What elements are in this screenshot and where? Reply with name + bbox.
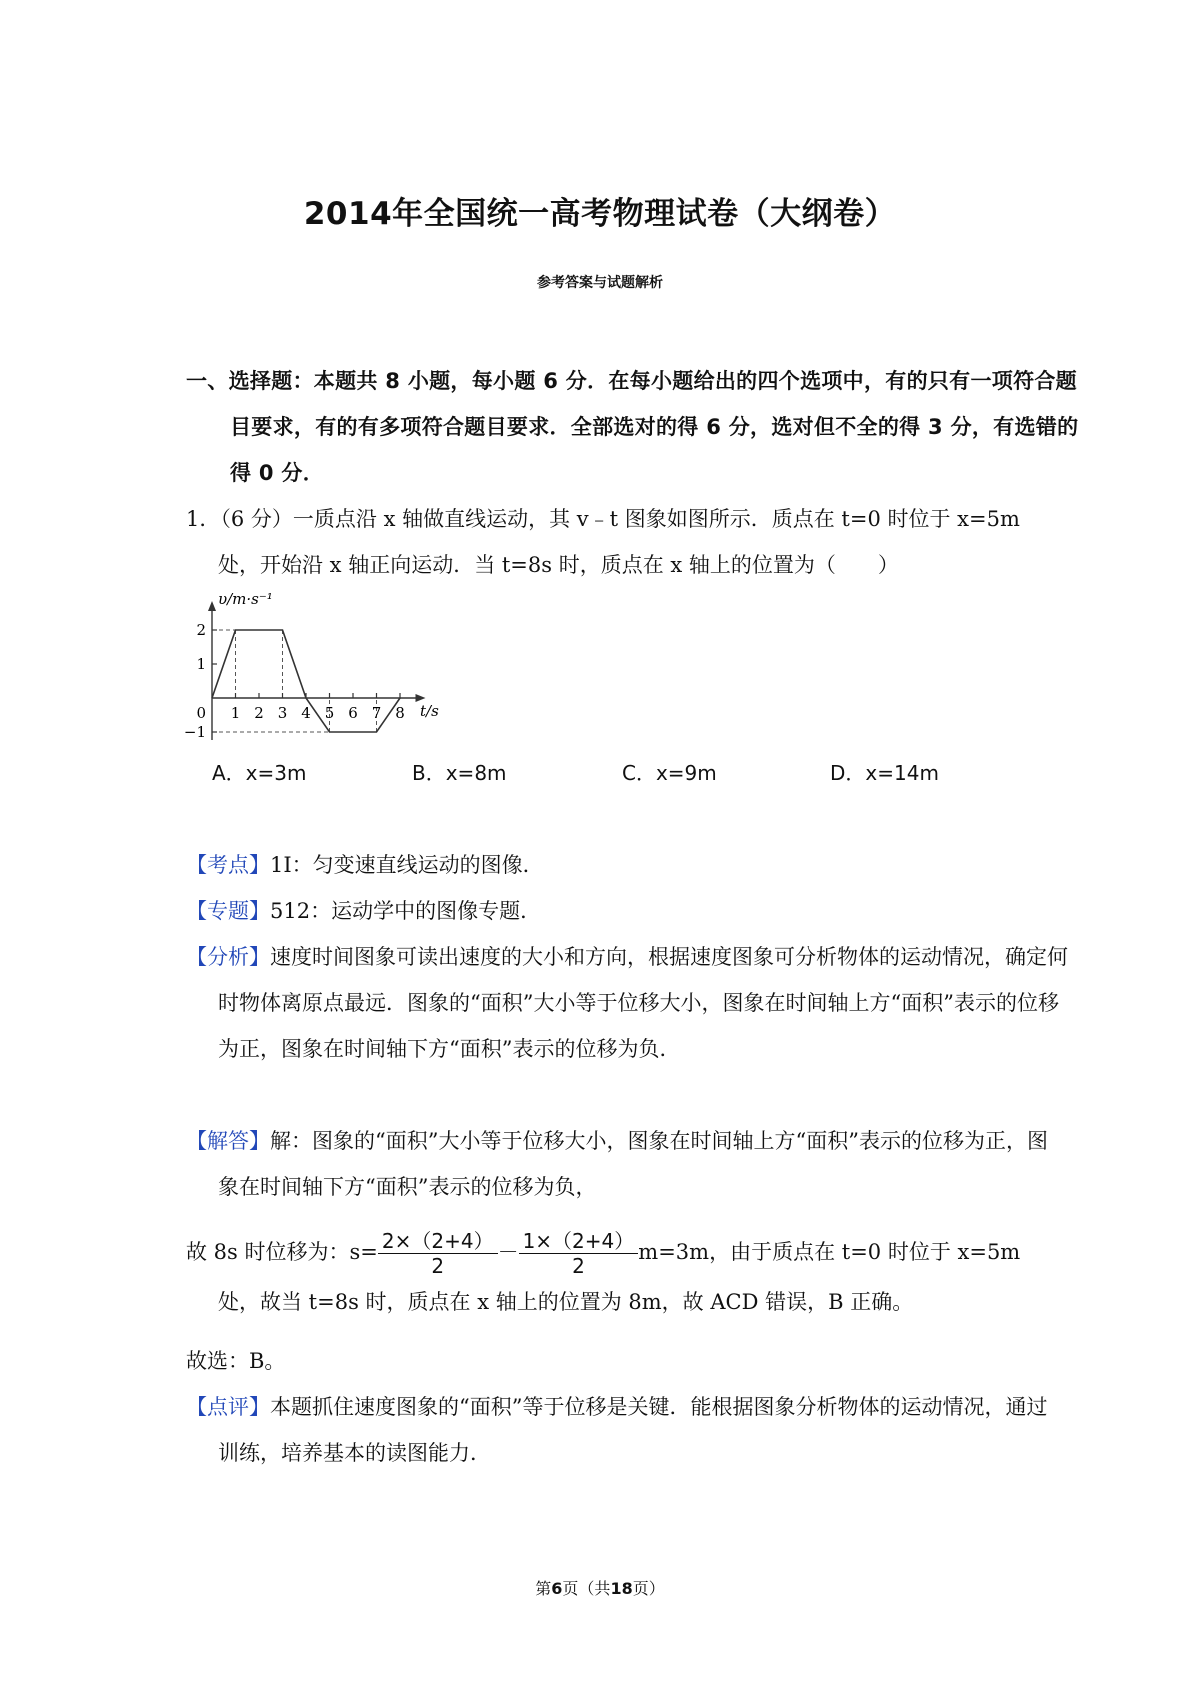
fraction-1-denominator: 2 — [431, 1254, 445, 1278]
kaodian-line — [186, 842, 1068, 888]
y-axis-label: υ/m·s⁻¹ — [218, 590, 273, 608]
x-tick-label: 4 — [301, 704, 311, 722]
fraction-2 — [519, 1229, 639, 1278]
question-text: 1．（6 分）一质点沿 x 轴做直线运动，其 v﹣t 图象如图所示．质点在 t=0 时位于 x=5m 处，开始沿 x 轴正向运动．当 t=8s 时，质点在 x 轴上的位置为（ ） — [186, 507, 1020, 577]
formula-result: m=3m — [638, 1240, 710, 1264]
x-tick-label: 8 — [395, 704, 405, 722]
dianping-paragraph — [186, 1384, 1068, 1476]
fenxi-text: 速度时间图象可读出速度的大小和方向，根据速度图象可分析物体的运动情况，确定何时物体离原点最远．图象的“面积”大小等于位移大小，图象在时间轴上方“面积”表示的位移为正，图象在时间轴下方“面积”表示的位移为负． — [218, 945, 1068, 1061]
fraction-2-denominator: 2 — [572, 1254, 585, 1278]
x-tick-label: 5 — [324, 704, 335, 722]
y-tick-label: 2 — [196, 621, 206, 639]
y-tick-label: 0 — [196, 704, 206, 722]
answer-line: 故选：B。 — [186, 1349, 286, 1373]
jieda-tag: 【解答】 — [186, 1129, 270, 1153]
minus-sign: － — [497, 1240, 519, 1264]
fraction-1 — [378, 1229, 498, 1278]
page-footer — [0, 1576, 1200, 1599]
footer-mid: 页（共 — [562, 1579, 611, 1598]
x-axis-arrow — [416, 694, 426, 702]
footer-total-pages: 18 — [610, 1579, 633, 1598]
footer-pre: 第 — [535, 1579, 552, 1598]
zhuanti-tag: 【专题】 — [186, 899, 270, 923]
kaodian-tag: 【考点】 — [186, 853, 270, 877]
dianping-tag: 【点评】 — [186, 1395, 270, 1419]
x-axis-label: t/s — [420, 702, 439, 720]
option-c: C．x=9m — [622, 761, 717, 785]
x-tick-label: 6 — [348, 704, 358, 722]
option-d: D．x=14m — [830, 761, 939, 785]
jieda-paragraph — [186, 1118, 1068, 1210]
option-b: B．x=8m — [412, 761, 507, 785]
formula-suffix: ，由于质点在 t=0 时位于 x=5m 处，故当 t=8s 时，质点在 x 轴上的位置为 8m，故 ACD 错误，B 正确。 — [218, 1240, 1021, 1314]
formula-paragraph — [186, 1228, 1068, 1326]
jieda-text: 解：图象的“面积”大小等于位移大小，图象在时间轴上方“面积”表示的位移为正，图象在时间轴下方“面积”表示的位移为负， — [218, 1129, 1048, 1199]
chart-axes — [208, 601, 426, 740]
zhuanti-line — [186, 888, 1068, 934]
chart-ticks — [184, 621, 405, 741]
fenxi-paragraph — [186, 934, 1068, 1072]
x-tick-label: 2 — [254, 704, 264, 722]
zhuanti-text: 512：运动学中的图像专题． — [270, 899, 542, 923]
fenxi-tag: 【分析】 — [186, 945, 270, 969]
footer-page-number: 6 — [551, 1579, 563, 1598]
vt-chart — [180, 588, 450, 746]
x-tick-label: 1 — [230, 704, 241, 722]
formula-prefix: 故 8s 时位移为：s= — [186, 1240, 378, 1264]
option-a: A．x=3m — [212, 761, 307, 785]
y-tick-label: 1 — [196, 655, 206, 673]
x-tick-label: 7 — [371, 704, 382, 722]
x-tick-label: 3 — [277, 704, 288, 722]
kaodian-text: 1I：匀变速直线运动的图像． — [270, 853, 544, 877]
section-heading: 一、选择题：本题共 8 小题，每小题 6 分．在每小题给出的四个选项中，有的只有一项符合题目要求，有的有多项符合题目要求．全部选对的得 6 分，选对但不全的得 3 分，有选错的得 0 分． — [186, 369, 1079, 485]
page-subtitle: 参考答案与试题解析 — [537, 275, 663, 291]
dianping-text: 本题抓住速度图象的“面积”等于位移是关键．能根据图象分析物体的运动情况，通过训练，培养基本的读图能力． — [218, 1395, 1048, 1465]
page-title: 2014年全国统一高考物理试卷（大纲卷） — [303, 196, 897, 232]
footer-post: 页） — [632, 1579, 665, 1598]
y-axis-arrow — [208, 601, 216, 611]
y-tick-label: −1 — [183, 723, 206, 741]
fraction-2-numerator: 1×（2+4） — [519, 1229, 639, 1254]
fraction-1-numerator: 2×（2+4） — [378, 1229, 498, 1254]
